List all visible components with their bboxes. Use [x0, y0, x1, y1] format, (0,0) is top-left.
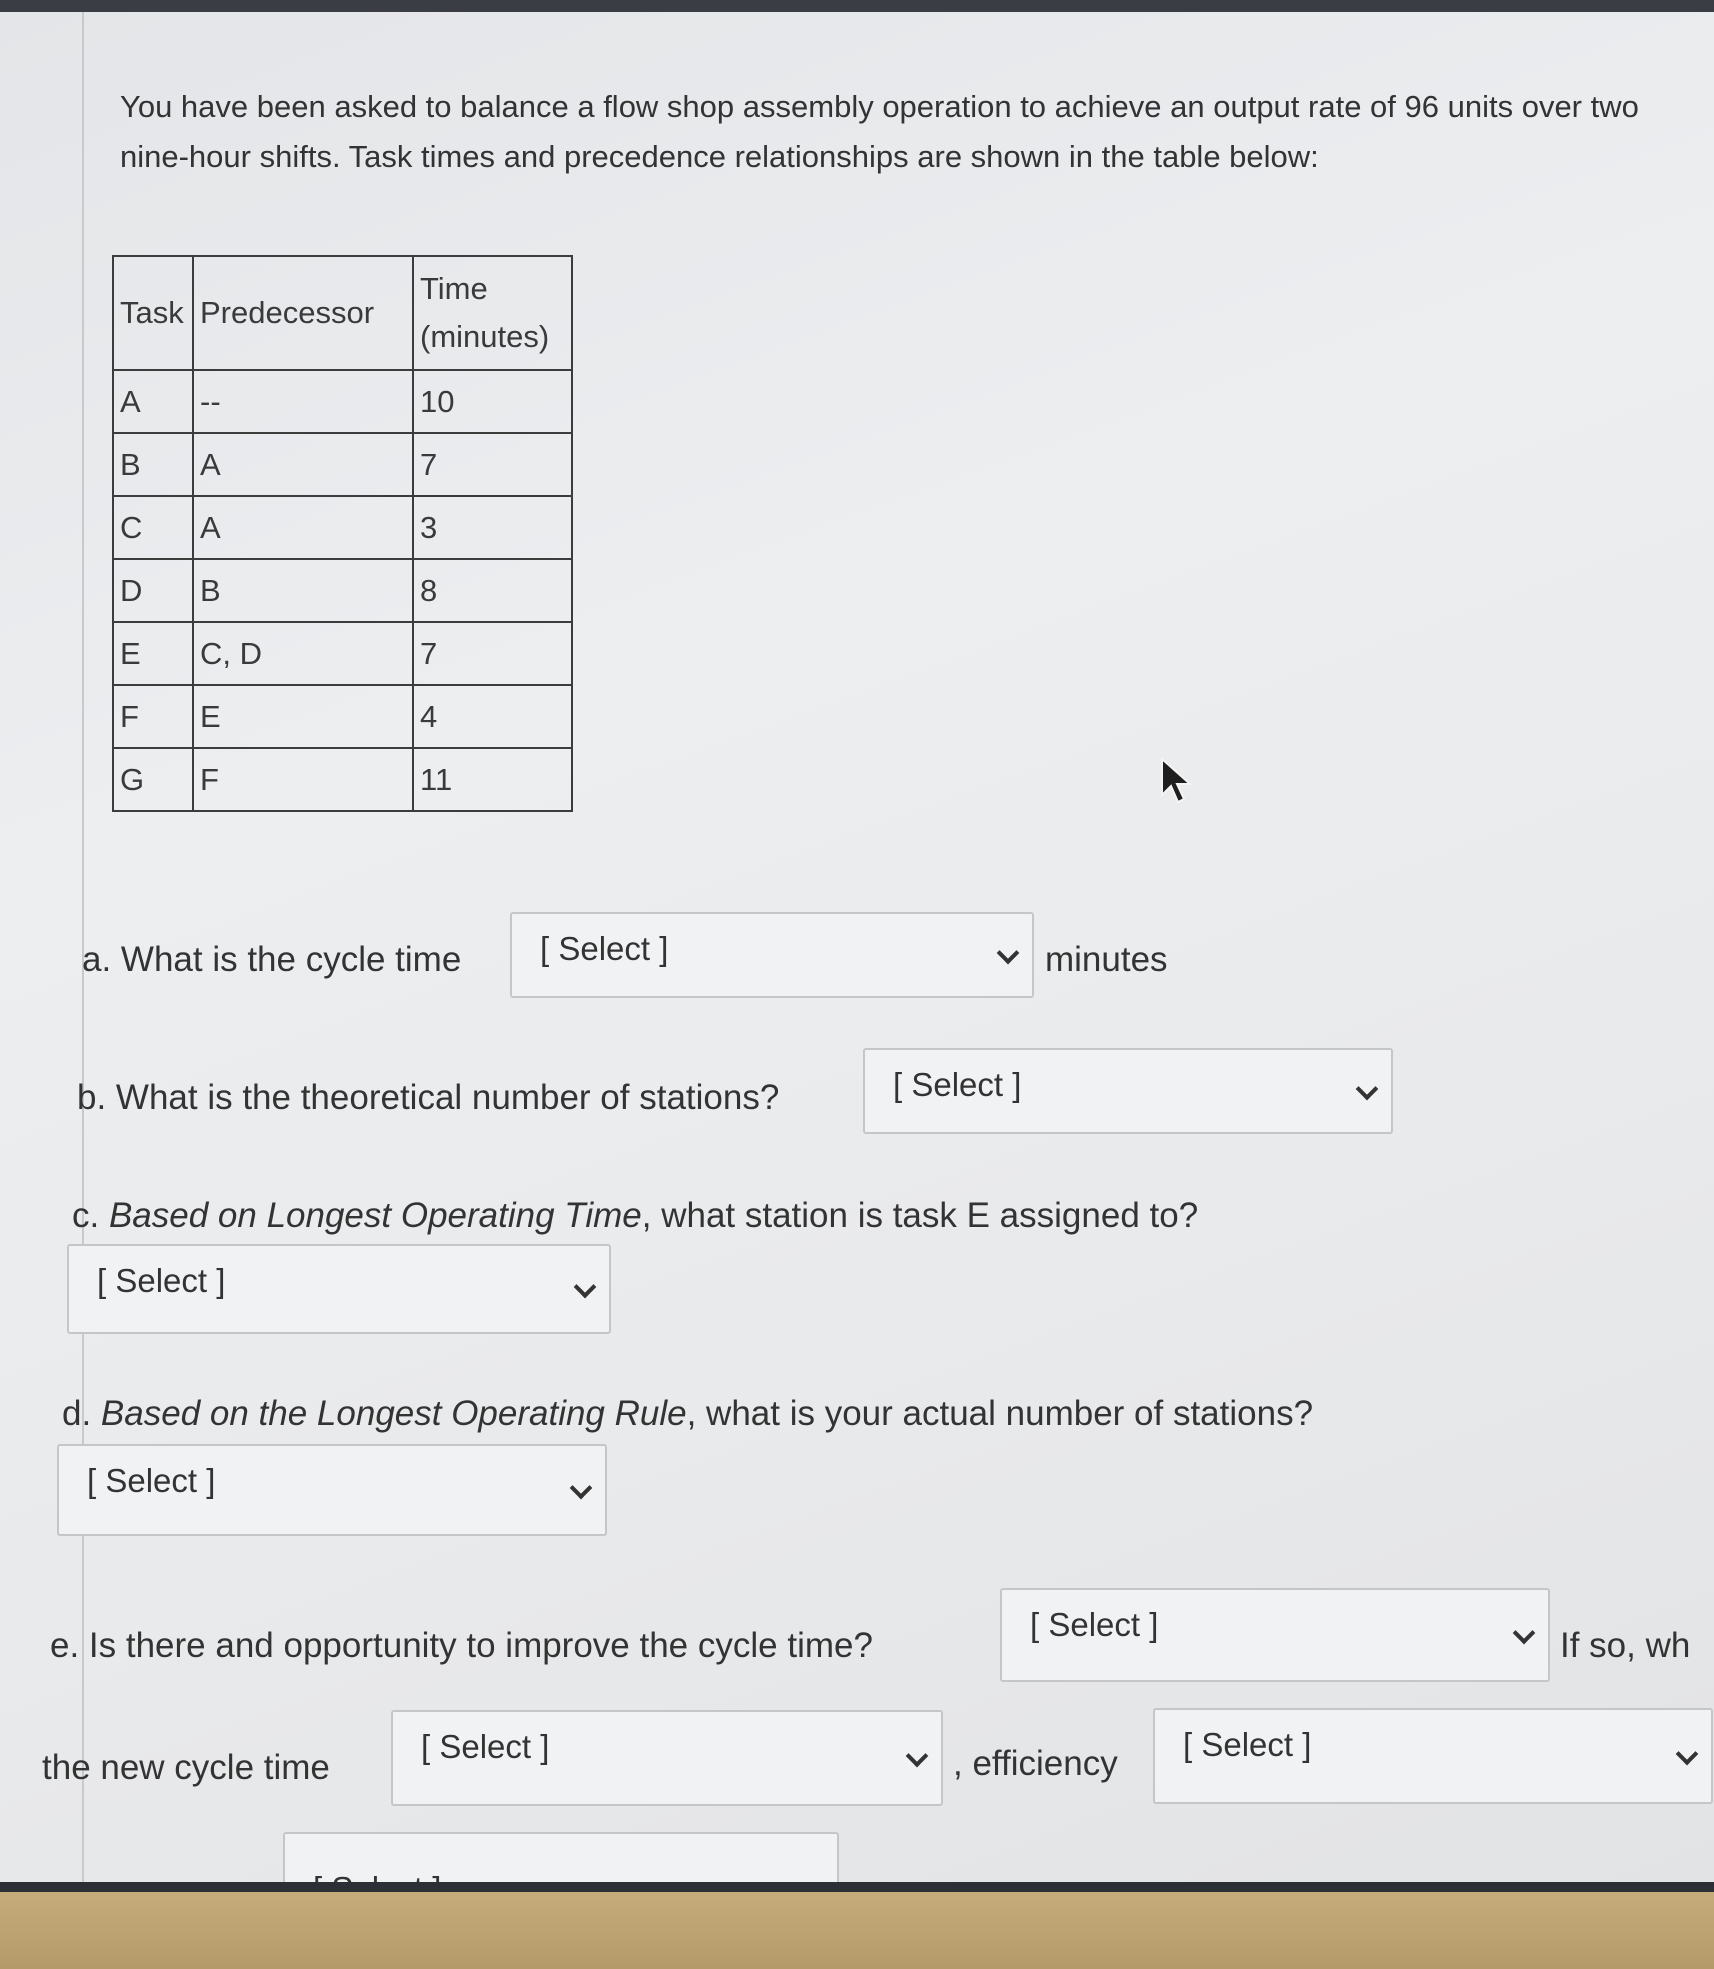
table-row	[113, 370, 572, 433]
question-c-emphasis: Based on Longest Operating Time	[108, 1196, 642, 1235]
chevron-down-icon	[1356, 1078, 1379, 1101]
chevron-down-icon	[574, 1276, 597, 1299]
cell-predecessor: F	[193, 748, 413, 811]
question-d-label	[62, 1394, 1313, 1434]
table-row	[113, 685, 572, 748]
question-intro: You have been asked to balance a flow shop assembly operation to achieve an output rate of 96 units over two nine-hour shifts. Task times and precedence relationships are shown in the table below:	[120, 89, 1639, 174]
cell-time: 8	[413, 559, 572, 622]
monitor-bottom-bezel	[0, 1882, 1714, 1892]
header-predecessor: Predecessor	[193, 256, 413, 370]
question-a-label: a. What is the cycle time	[82, 940, 462, 979]
cell-task: A	[113, 370, 193, 433]
question-d-prefix: d.	[62, 1394, 101, 1433]
cycle-time-select[interactable]	[510, 912, 1034, 998]
cell-task: B	[113, 433, 193, 496]
cell-time: 3	[413, 496, 572, 559]
task-e-station-select[interactable]	[67, 1244, 611, 1334]
quiz-screen	[0, 12, 1714, 1888]
new-cycle-time-label: the new cycle time	[42, 1748, 330, 1787]
select-value: [ Select ]	[1030, 1606, 1159, 1643]
improve-cycle-time-select[interactable]	[1000, 1588, 1550, 1682]
cell-task: G	[113, 748, 193, 811]
cell-predecessor: A	[193, 433, 413, 496]
theoretical-stations-select[interactable]	[863, 1048, 1393, 1134]
table-row	[113, 748, 572, 811]
efficiency-label: , efficiency	[953, 1744, 1118, 1783]
cell-predecessor: E	[193, 685, 413, 748]
cell-predecessor: A	[193, 496, 413, 559]
table-row	[113, 433, 572, 496]
question-b-label: b. What is the theoretical number of stations?	[77, 1078, 780, 1117]
task-table	[112, 255, 573, 812]
header-task: Task	[113, 256, 193, 370]
chevron-down-icon	[997, 942, 1020, 965]
mouse-cursor-icon	[1160, 757, 1194, 805]
cell-time: 10	[413, 370, 572, 433]
cell-time: 4	[413, 685, 572, 748]
monitor-top-bezel	[0, 0, 1714, 12]
question-d-emphasis: Based on the Longest Operating Rule	[100, 1394, 687, 1433]
actual-stations-select[interactable]	[57, 1444, 607, 1536]
table-header-row	[113, 256, 572, 370]
desk-surface	[0, 1892, 1714, 1969]
question-c-label	[72, 1196, 1198, 1236]
cell-task: D	[113, 559, 193, 622]
select-value: [ Select ]	[893, 1066, 1022, 1103]
chevron-down-icon	[570, 1477, 593, 1500]
cell-predecessor: --	[193, 370, 413, 433]
question-d-text: , what is your actual number of stations?	[686, 1394, 1314, 1433]
question-c-text: , what station is task E assigned to?	[641, 1196, 1199, 1235]
efficiency-select[interactable]	[1153, 1708, 1713, 1804]
cell-time: 11	[413, 748, 572, 811]
new-cycle-time-select[interactable]	[391, 1710, 943, 1806]
select-value: [ Select ]	[421, 1728, 550, 1765]
question-a-unit: minutes	[1045, 940, 1168, 979]
table-row	[113, 559, 572, 622]
cell-predecessor: B	[193, 559, 413, 622]
table-row	[113, 496, 572, 559]
select-value: [ Select ]	[87, 1462, 216, 1499]
cell-time: 7	[413, 622, 572, 685]
cell-time: 7	[413, 433, 572, 496]
select-value: [ Select ]	[97, 1262, 226, 1299]
table-row	[113, 622, 572, 685]
select-value: [ Select ]	[540, 930, 669, 967]
question-e-followup: If so, wh	[1560, 1626, 1691, 1665]
cell-task: C	[113, 496, 193, 559]
chevron-down-icon	[906, 1745, 929, 1768]
select-value: [ Select ]	[1183, 1726, 1312, 1763]
question-e-label: e. Is there and opportunity to improve the cycle time?	[50, 1626, 873, 1665]
chevron-down-icon	[1513, 1622, 1536, 1645]
cell-predecessor: C, D	[193, 622, 413, 685]
question-c-prefix: c.	[72, 1196, 109, 1235]
cell-task: E	[113, 622, 193, 685]
chevron-down-icon	[1676, 1743, 1699, 1766]
header-time: Time (minutes)	[413, 256, 572, 370]
cell-task: F	[113, 685, 193, 748]
